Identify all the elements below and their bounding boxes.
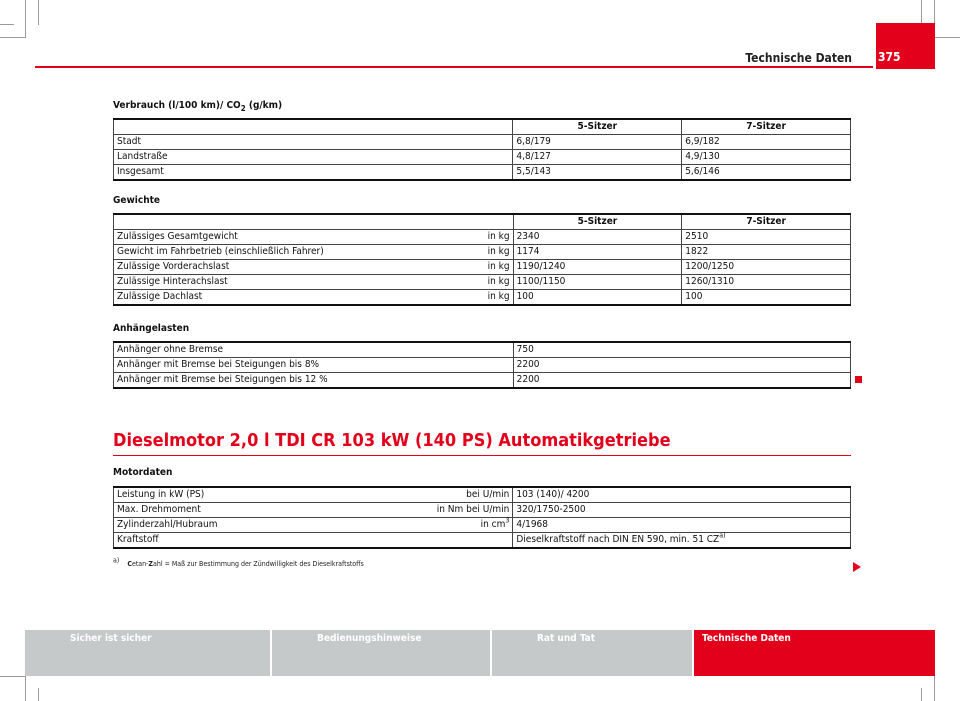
cell-value: 5,5/143 (513, 165, 682, 181)
table-row (114, 533, 851, 549)
footnote-marker: a) (113, 556, 120, 565)
cell-value: 103 (140)/ 4200 (513, 487, 851, 503)
row-label: Max. Drehmoment (114, 503, 393, 518)
tab-rat-und-tat[interactable]: Rat und Tat (492, 630, 692, 676)
table-row (114, 518, 851, 533)
chapter-tab-bar (25, 630, 937, 676)
motor-table (113, 486, 851, 549)
row-label: Leistung in kW (PS) (114, 487, 393, 503)
section-heading: Dieselmotor 2,0 l TDI CR 103 kW (140 PS) Automatikgetriebe (113, 430, 671, 451)
cell-value: 2340 (513, 230, 682, 245)
row-label: Zulässige Vorderachslast (114, 260, 414, 275)
cell-value: 2200 (513, 358, 850, 373)
cell-value: 1100/1150 (513, 275, 682, 290)
crop-mark (934, 676, 935, 701)
cell-value: 1174 (513, 245, 682, 260)
crop-mark (921, 0, 922, 25)
row-label: Anhänger mit Bremse bei Steigungen bis 12 % (114, 373, 514, 389)
cell-value: 2200 (513, 373, 850, 389)
cell-value: 1822 (682, 245, 851, 260)
row-label: Zylinderzahl/Hubraum (114, 518, 393, 533)
cell-value: 1190/1240 (513, 260, 682, 275)
trailer-table (113, 341, 851, 389)
column-header: 5-Sitzer (513, 214, 682, 230)
row-unit: in kg (413, 290, 513, 306)
footnote-reference[interactable]: a) (719, 531, 726, 540)
cell-value: 4,8/127 (513, 150, 682, 165)
table-header-row (114, 214, 851, 230)
table-row (114, 165, 851, 181)
cell-value: 750 (513, 342, 850, 358)
row-label: Stadt (114, 135, 513, 150)
row-label: Landstraße (114, 150, 513, 165)
column-header: 7-Sitzer (682, 214, 851, 230)
table-row (114, 358, 851, 373)
crop-mark (935, 37, 960, 38)
crop-mark (0, 37, 25, 38)
row-label: Zulässige Hinterachslast (114, 275, 414, 290)
crop-mark (25, 676, 26, 701)
table-row (114, 245, 851, 260)
consumption-table (113, 118, 851, 181)
cell-value: Dieselkraftstoff nach DIN EN 590, min. 51 CZ$^{a)}$ (513, 533, 851, 549)
header-title: Technische Daten (745, 51, 852, 65)
cell-value: 320/1750-2500 (513, 503, 851, 518)
trailer-title: Anhängelasten (113, 323, 190, 334)
cell-value: 4,9/130 (682, 150, 851, 165)
tab-bedienungshinweise[interactable]: Bedienungshinweise (272, 630, 490, 676)
row-label: Insgesamt (114, 165, 513, 181)
table-header-row (114, 119, 851, 135)
table-row (114, 150, 851, 165)
header-empty-cell (114, 214, 514, 230)
row-unit: bei U/min (393, 487, 513, 503)
column-header: 5-Sitzer (513, 119, 682, 135)
cell-value: 6,8/179 (513, 135, 682, 150)
header-rule (35, 66, 873, 68)
section-end-square-icon (855, 376, 862, 383)
table-row (114, 135, 851, 150)
crop-mark (0, 24, 14, 25)
header-empty-cell (114, 119, 513, 135)
crop-mark (0, 676, 25, 677)
motor-title: Motordaten (113, 467, 173, 478)
section-heading-rule (113, 455, 851, 456)
row-label: Anhänger ohne Bremse (114, 342, 514, 358)
cell-value: 6,9/182 (682, 135, 851, 150)
row-unit: in kg (413, 245, 513, 260)
cell-value: 100 (513, 290, 682, 306)
crop-mark (25, 0, 26, 38)
cell-value: 1260/1310 (682, 275, 851, 290)
crop-mark (921, 688, 922, 701)
table-row (114, 260, 851, 275)
table-row (114, 503, 851, 518)
page-number: 375 (878, 50, 901, 64)
row-label: Zulässiges Gesamtgewicht (114, 230, 414, 245)
row-label: Zulässige Dachlast (114, 290, 414, 306)
weights-table (113, 213, 851, 306)
consumption-title: Verbrauch (l/100 km)/ $CO_2$ (g/km) (113, 100, 283, 113)
weights-title: Gewichte (113, 195, 161, 206)
row-unit: in kg (413, 260, 513, 275)
cell-value: 4/1968 (513, 518, 851, 533)
table-row (114, 290, 851, 306)
footnote: $^{a)}$ Cetan-Zahl = Maß zur Bestimmung der Zündwilligkeit des Dieselkraftstoffs (113, 556, 364, 568)
crop-mark (38, 0, 39, 25)
crop-mark (38, 688, 39, 701)
table-row (114, 275, 851, 290)
row-unit: in kg (413, 275, 513, 290)
tab-sicher-ist-sicher[interactable]: Sicher ist sicher (25, 630, 270, 676)
cell-value: 1200/1250 (682, 260, 851, 275)
row-label: Gewicht im Fahrbetrieb (einschließlich Fahrer) (114, 245, 414, 260)
row-unit: in $cm^3$ (393, 518, 513, 533)
table-row (114, 230, 851, 245)
table-row (114, 373, 851, 389)
row-label: Anhänger mit Bremse bei Steigungen bis 8% (114, 358, 514, 373)
table-row (114, 487, 851, 503)
row-label: Kraftstoff (114, 533, 393, 549)
row-unit: in Nm bei U/min (393, 503, 513, 518)
cell-value: 5,6/146 (682, 165, 851, 181)
column-header: 7-Sitzer (682, 119, 851, 135)
cell-value: 100 (682, 290, 851, 306)
tab-technische-daten[interactable]: Technische Daten (694, 630, 935, 676)
cell-value: 2510 (682, 230, 851, 245)
continue-arrow-icon (853, 562, 861, 572)
row-unit: in kg (413, 230, 513, 245)
row-unit (393, 533, 513, 549)
table-row (114, 342, 851, 358)
